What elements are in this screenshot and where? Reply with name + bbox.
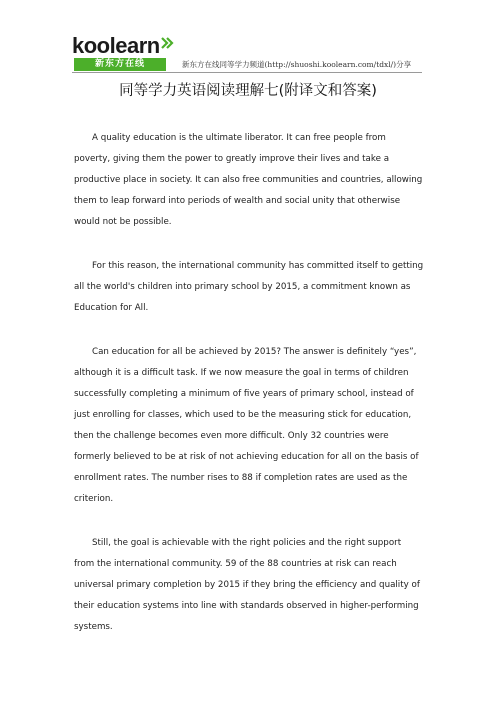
paragraph-1: A quality education is the ultimate liberator. It can free people from poverty, giving them the power to greatly improve their lives and take a productive place in society. It can also free communities and countries, allowing them to leap forward into periods of wealth and social unity that otherwise would not be possible. (74, 133, 423, 227)
page-title: 同等学力英语阅读理解七(附译文和答案) (119, 83, 377, 99)
paragraph-3: Can education for all be achieved by 2015? The answer is definitely “yes”, although it is a difficult task. If we now measure the goal in terms of children successfully completing a minimum of five years of primary school, instead of just enrolling for classes, which used to be the measuring stick for education, then the challenge becomes even more difficult. Only 32 countries were formerly believed to be at risk of not achieving education for all on the basis of enrollment rates. The number rises to 88 if completion rates are used as the criterion. (74, 347, 419, 504)
header-source-link[interactable]: 新东方在线同等学力频道(http://shuoshi.koolearn.com/tdxl/)分享 (182, 60, 412, 69)
paragraph-2: For this reason, the international community has committed itself to getting all the world's children into primary school by 2015, a commitment known as Education for All. (74, 261, 424, 313)
paragraph-4: Still, the goal is achievable with the right policies and the right support from the international community. 59 of the 88 countries at risk can reach universal primary completion by 2015 if they bring the efficiency and quality of their education systems into line with standards observed in higher-performing systems. (74, 538, 420, 632)
logo-chinese-name: 新东方在线 (74, 58, 166, 71)
logo-wordmark: koolearn (72, 33, 160, 58)
page-header (72, 34, 422, 70)
double-chevron-right-icon (160, 36, 174, 50)
koolearn-logo (72, 34, 172, 70)
article-body (74, 128, 424, 661)
header-divider (72, 72, 422, 73)
